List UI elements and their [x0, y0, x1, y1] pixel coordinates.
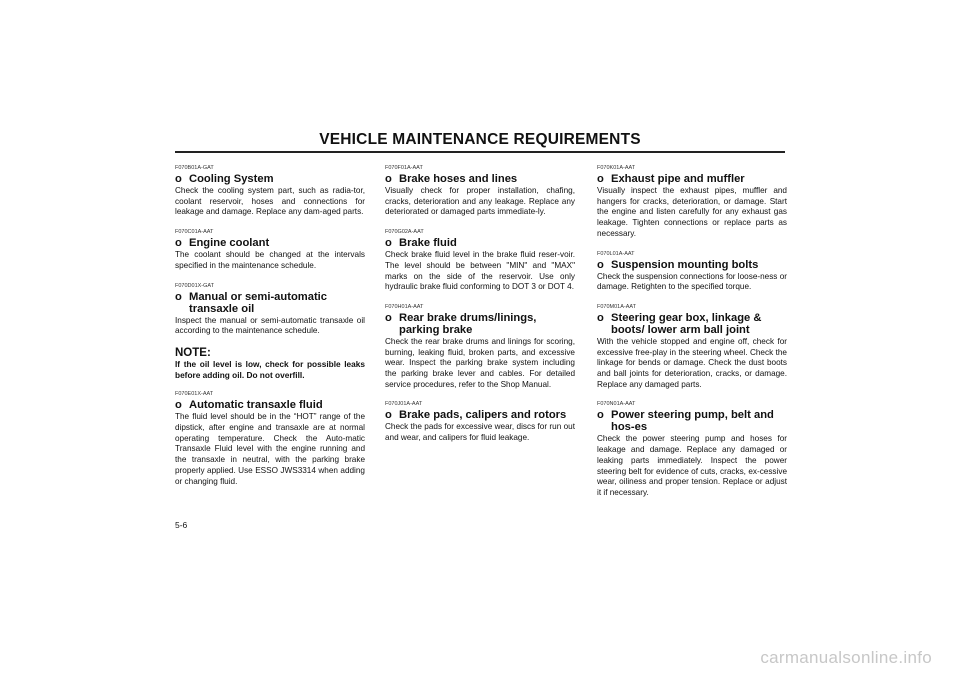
section-body: The coolant should be changed at the intervals specified in the maintenance schedule. [175, 250, 365, 270]
bullet-icon: o [175, 290, 182, 303]
watermark: carmanualsonline.info [760, 648, 932, 667]
section-title: o Brake fluid [385, 237, 457, 250]
section-code: F070C01A-AAT [175, 229, 214, 236]
section-transaxle-oil [175, 283, 365, 337]
section-title: o Brake hoses and lines [385, 173, 518, 185]
bullet-icon: o [175, 173, 182, 185]
section-steering-gear [597, 304, 787, 391]
section-cooling-system [175, 165, 365, 218]
section-code: F070E01X-AAT [175, 391, 214, 398]
section-brake-pads [385, 401, 575, 443]
section-body: Inspect the manual or semi-automatic transaxle oil according to the maintenance schedule. [175, 315, 365, 336]
bullet-icon: o [597, 409, 604, 422]
column-1 [175, 165, 365, 487]
section-title: o Brake pads, calipers and rotors [385, 409, 567, 422]
section-code: F070L01A-AAT [597, 250, 635, 257]
section-code: F070F01A-AAT [385, 165, 423, 171]
section-exhaust [597, 165, 787, 240]
note-title: NOTE: [175, 346, 211, 359]
section-title: o Cooling System [175, 173, 274, 185]
page-number: 5-6 [175, 520, 188, 530]
column-2 [385, 165, 575, 444]
header-rule [175, 151, 785, 153]
section-title: o Automatic transaxle fluid [175, 399, 323, 412]
bullet-icon: o [175, 237, 182, 250]
section-code: F070H01A-AAT [385, 303, 424, 310]
section-body: Check the cooling system part, such as radia-tor, coolant reservoir, hoses and connections for leakage and damage. Replace any dam-aged parts. [175, 186, 365, 217]
bullet-icon: o [597, 258, 604, 271]
section-power-steering [597, 401, 787, 498]
section-code: F070D01X-GAT [175, 282, 215, 289]
section-title: o Rear brake drums/linings, parking brake [385, 311, 537, 336]
section-suspension [597, 251, 787, 293]
section-brake-hoses [385, 165, 575, 218]
section-body: Check brake fluid level in the brake fluid reser-voir. The level should be between "MIN" and "MAX" marks on the side of the reservoir. Use only hydraulic brake fluid conforming to DOT 3 or DOT 4. [385, 250, 575, 292]
section-code: F070M01A-AAT [597, 303, 637, 310]
bullet-icon: o [385, 173, 392, 185]
section-body: Visually inspect the exhaust pipes, muffler and hangers for cracks, deterioration, or damage. Start the engine and listen carefully for any exhaust gas leakage. Tighten connections or replace parts as necessary. [597, 186, 787, 238]
section-title: o Engine coolant [175, 237, 270, 250]
section-body: With the vehicle stopped and engine off, check for excessive free-play in the steering wheel. Check the linkage for bends or damage. Check the dust boots and ball joints for deterioration, cracks, or damage. Replace any damaged parts. [597, 336, 787, 389]
section-brake-fluid [385, 229, 575, 293]
section-rear-brake [385, 304, 575, 391]
section-code: F070N01A-AAT [597, 401, 636, 408]
page-title: VEHICLE MAINTENANCE REQUIREMENTS [319, 131, 641, 148]
section-title: o Power steering pump, belt and hos-es [597, 409, 774, 434]
section-body: Check the pads for excessive wear, discs for run out and wear, and calipers for fluid leakage. [385, 422, 575, 443]
section-body: Check the rear brake drums and linings for scoring, burning, leaking fluid, broken parts, and excessive wear. Inspect the parking brake system including the parking brake lever and cables. For detailed service procedures, refer to the Shop Manual. [385, 336, 575, 389]
section-code: F070J01A-AAT [385, 401, 423, 408]
section-code: F070G02A-AAT [385, 229, 424, 236]
bullet-icon: o [385, 237, 392, 250]
section-title: o Suspension mounting bolts [597, 258, 759, 271]
bullet-icon: o [175, 399, 182, 412]
section-transaxle-fluid [175, 391, 365, 487]
section-body: Visually check for proper installation, chafing, cracks, deterioration and any leakage. Replace any deteriorated or damaged parts immediate-ly. [385, 186, 575, 217]
section-title: o Steering gear box, linkage & boots/ lower arm ball joint [597, 311, 762, 336]
note-body: If the oil level is low, check for possible leaks before adding oil. Do not overfill. [175, 358, 365, 380]
bullet-icon: o [597, 311, 604, 324]
section-title: o Exhaust pipe and muffler [597, 173, 745, 185]
bullet-icon: o [597, 173, 604, 185]
column-3 [597, 165, 787, 499]
section-code: F070B01A-GAT [175, 165, 214, 171]
section-engine-coolant [175, 229, 365, 271]
section-code: F070K01A-AAT [597, 165, 636, 171]
section-body: The fluid level should be in the “HOT” range of the dipstick, after engine and transaxle are at normal operating temperature. Check the Auto-matic Transaxle Fluid level with the engine running and the transaxle in neutral, with the parking brake properly applied. Use ESSO JWS3314 when adding or changing fluid. [175, 412, 365, 486]
section-body: Check the suspension connections for loose-ness or damage. Retighten to the specified torque. [597, 271, 787, 292]
bullet-icon: o [385, 311, 392, 324]
section-body: Check the power steering pump and hoses for leakage and damage. Replace any damaged or leaking parts immediately. Inspect the power steering belt for evidence of cuts, cracks, ex-cessive wear, oiliness and proper tension. Replace or adjust it if necessary. [597, 434, 787, 497]
section-title: o Manual or semi-automatic transaxle oil [175, 290, 328, 315]
bullet-icon: o [385, 409, 392, 422]
